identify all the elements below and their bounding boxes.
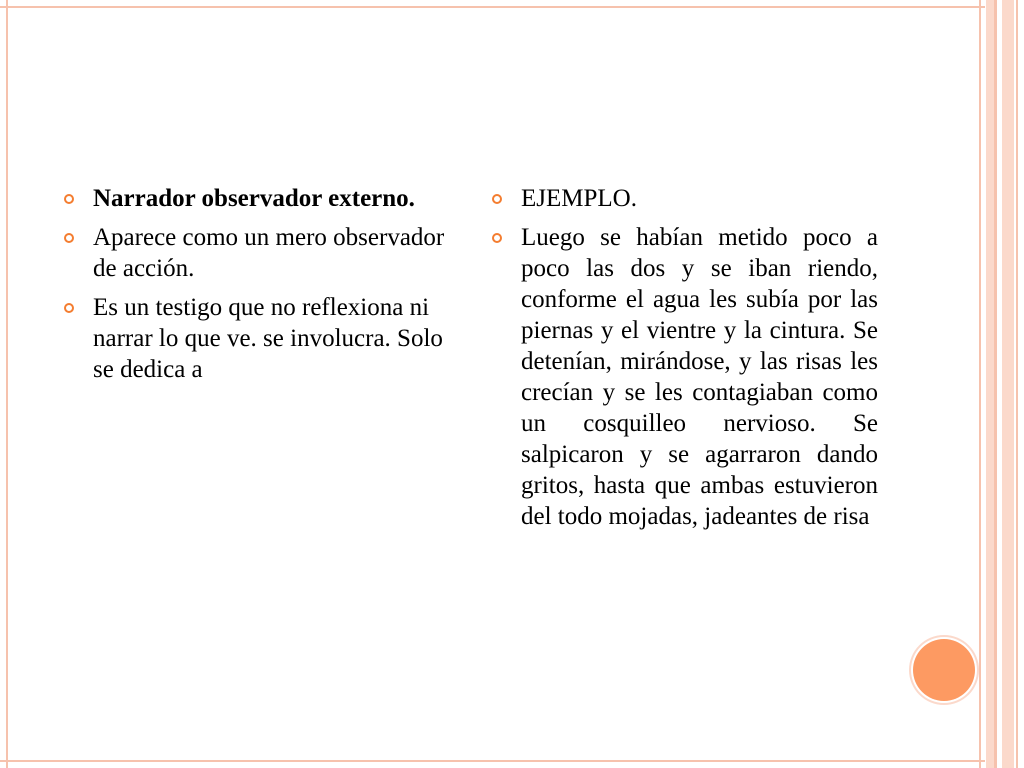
list-item — [492, 183, 878, 214]
decor-stripe — [1016, 0, 1018, 768]
list-item — [64, 183, 448, 214]
list-item — [64, 222, 448, 284]
right-bullet-list — [492, 183, 878, 532]
bullet-ring-icon — [492, 194, 502, 204]
decor-stripe — [1002, 0, 1014, 768]
bullet-ring-icon — [492, 233, 502, 243]
left-bullet-list — [64, 183, 448, 385]
bullet-text: Aparece como un mero observador de acción. — [93, 224, 445, 282]
bullet-ring-icon — [64, 303, 74, 313]
right-column — [492, 183, 878, 540]
frame-line-left — [6, 0, 8, 768]
frame-line-top — [0, 6, 985, 8]
bullet-ring-icon — [64, 194, 74, 204]
list-item — [64, 292, 448, 385]
decor-circle — [913, 639, 975, 701]
left-column — [64, 183, 448, 393]
decor-stripe — [994, 0, 997, 768]
example-label: EJEMPLO. — [521, 185, 637, 212]
frame-line-bottom — [0, 760, 985, 762]
bullet-text: Es un testigo que no reflexiona ni narrar lo que ve. se involucra. Solo se dedica a — [93, 294, 443, 383]
decor-stripe — [986, 0, 994, 768]
decor-stripe — [979, 0, 981, 768]
heading-narrador-observador: Narrador observador externo. — [93, 185, 415, 212]
example-text: Luego se habían metido poco a poco las dos y se iban riendo, conforme el agua les subía por las piernas y el vientre y la cintura. Se detenían, mirándose, y las risas les crecían y se les contagiaban como un cosquilleo nervioso. Se salpicaron y se agarraron dando gritos, hasta que ambas estuvieron del todo mojadas, jadeantes de risa — [521, 224, 878, 530]
list-item — [492, 222, 878, 532]
bullet-ring-icon — [64, 233, 74, 243]
